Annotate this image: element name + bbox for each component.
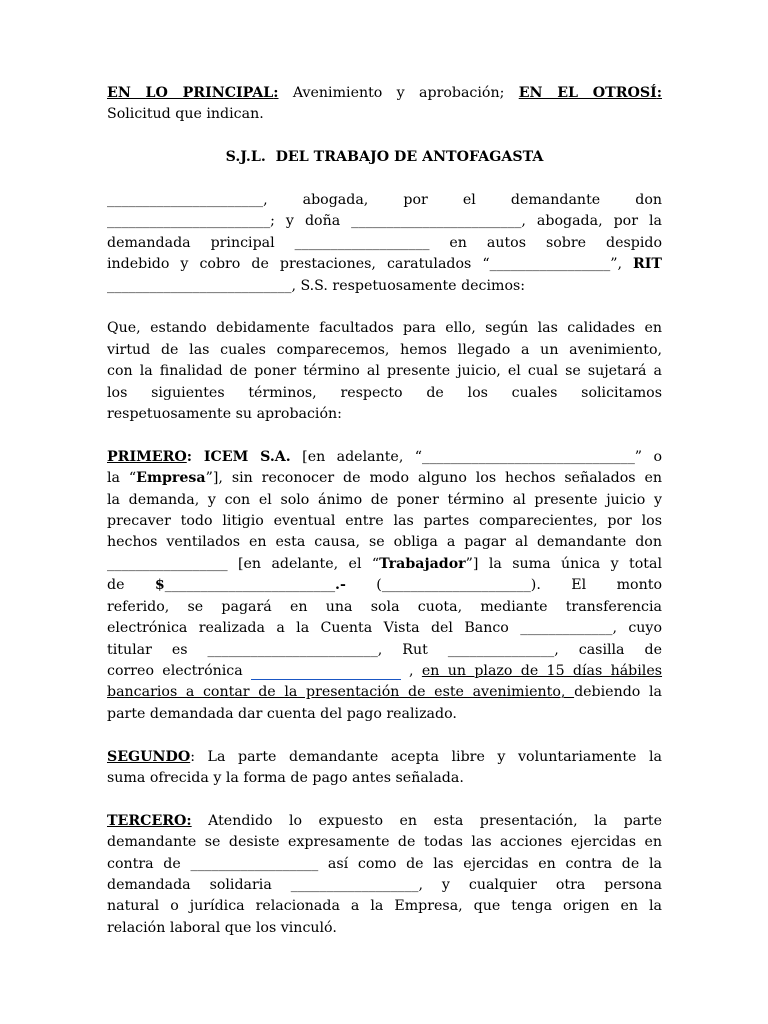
primero-label: PRIMERO: [107, 448, 187, 465]
preamble-line-5: respetuosamente su aprobación:: [107, 406, 342, 423]
tercero-text-2: contra de: [107, 855, 191, 872]
email-blank[interactable]: [251, 663, 401, 680]
primero-text-8: El monto: [540, 577, 662, 594]
header-line-1: EN LO PRINCIPAL: Avenimiento y aprobación; EN EL OTROSÍ:: [107, 85, 662, 101]
tercero-line-3: [107, 854, 662, 875]
primero-text-15: ,: [400, 662, 422, 679]
tercero-label: TERCERO:: [107, 812, 192, 829]
worker-name-blank: _________________: [107, 555, 228, 572]
primero-text-9: electrónica realizada a la Cuenta Vista del Banco: [107, 620, 521, 637]
primero-text-6: ”] la suma única y total: [465, 555, 662, 572]
dollar-sign: $: [154, 577, 165, 594]
intro-text-3: , abogada, por la: [521, 213, 662, 230]
intro-line-1: [107, 190, 662, 211]
preamble-paragraph: [107, 318, 662, 425]
clause-tercero: [107, 811, 662, 939]
primero-line-11: [107, 661, 662, 682]
intro-paragraph: [107, 190, 662, 297]
intro-text-6: indebido y cobro de prestaciones, caratulados “: [107, 256, 490, 273]
primero-line-8: referido, se pagará en una sola cuota, mediante transferencia: [107, 598, 662, 615]
tercero-text-4: demandada solidaria: [107, 876, 291, 893]
primero-line-9: [107, 618, 662, 639]
otrosi-label: EN EL OTROSÍ: [518, 85, 657, 101]
tercero-text-3: así como de las ejercidas en contra de la: [318, 855, 662, 872]
primero-text-16: debiendo la: [574, 684, 662, 701]
tercero-line-1: [107, 811, 662, 832]
primero-line-5: hechos ventilados en esta causa, se obliga a pagar al demandante don: [107, 534, 662, 551]
tercero-text-1: Atendido lo expuesto en esta presentación, la parte: [191, 812, 662, 829]
primero-line-4: precaver todo litigio eventual entre las partes comparecientes, por los: [107, 513, 662, 530]
principal-text: Avenimiento y aprobación;: [278, 85, 519, 101]
primero-line-13: parte demandada dar cuenta del pago realizado.: [107, 705, 457, 722]
plaintiff-name-blank: _______________________: [107, 213, 271, 230]
plazo-underlined-1: en un plazo de 15 días hábiles: [421, 662, 663, 679]
primero-text-7: de: [107, 577, 155, 594]
preamble-line-1: Que, estando debidamente facultados para ello, según las calidades en: [107, 320, 662, 337]
lawyer-plaintiff-blank: ______________________: [107, 192, 264, 208]
primero-text-12: , Rut: [377, 641, 448, 658]
tercero-line-4: [107, 875, 662, 896]
amount-suffix: .-: [335, 577, 346, 594]
primero-text-11: titular es: [107, 641, 208, 658]
primero-text-13: , casilla de: [554, 641, 662, 658]
trabajador-term: Trabajador: [379, 555, 466, 572]
intro-line-5: [107, 276, 662, 297]
principal-label: EN LO PRINCIPAL: [107, 85, 274, 101]
primero-line-12: [107, 682, 662, 703]
rit-label: RIT: [633, 256, 662, 273]
amount-blank: ________________________: [164, 577, 336, 594]
intro-text-8: , S.S. respetuosamente decimos:: [291, 277, 526, 294]
preamble-line-4: los siguientes términos, respecto de los cuales solicitamos: [107, 384, 662, 401]
primero-line-10: [107, 640, 662, 661]
primero-text-4: ”], sin reconocer de modo alguno los hechos señalados en: [205, 470, 663, 487]
primero-text-1: [en adelante, “: [290, 448, 422, 465]
intro-text-2: ; y doña: [270, 213, 352, 230]
tercero-line-6: relación laboral que los vinculó.: [107, 919, 337, 936]
tercero-line-2: demandante se desiste expresamente de todas las acciones ejercidas en: [107, 834, 662, 851]
lawyer-defendant-blank: ________________________: [351, 213, 522, 230]
primero-line-1: PRIMERO: ICEM S.A. [en adelante, “______________________________” o: [107, 448, 662, 465]
segundo-line-1: [107, 747, 662, 768]
intro-text-5: en autos sobre despido: [429, 234, 663, 251]
court-title: S.J.L. DEL TRABAJO DE ANTOFAGASTA: [225, 149, 544, 166]
clause-segundo: [107, 747, 662, 790]
case-title-blank: _________________: [489, 256, 611, 273]
company-name: ICEM S.A.: [203, 448, 291, 465]
segundo-label: SEGUNDO: [107, 748, 191, 765]
primero-line-3: la demanda, y con el solo ánimo de poner término al presente juicio y: [107, 491, 662, 508]
intro-line-2: [107, 211, 662, 232]
intro-line-3: [107, 233, 662, 254]
defendant-blank: __________________: [190, 855, 319, 872]
defendant-name-blank: ___________________: [294, 234, 430, 251]
intro-text-4: demandada principal: [107, 234, 295, 251]
empresa-term: Empresa: [136, 470, 206, 487]
solidary-defendant-blank: __________________: [290, 876, 419, 893]
holder-name-blank: ________________________: [207, 641, 378, 658]
bank-name-blank: _____________: [520, 620, 613, 637]
primero-text-5: [en adelante, el “: [227, 555, 380, 572]
segundo-text-1: : La parte demandante acepta libre y voluntariamente la: [190, 748, 662, 765]
tercero-line-5: natural o jurídica relacionada a la Empresa, que tenga origen en la: [107, 898, 662, 915]
intro-text-1: , abogada, por el demandante don: [263, 192, 662, 208]
preamble-line-2: virtud de las cuales comparecemos, hemos llegado a un avenimiento,: [107, 341, 662, 358]
plazo-underlined-2: bancarios a contar de la presentación de este avenimiento,: [107, 684, 575, 701]
intro-text-7: ”,: [610, 256, 633, 273]
primero-line-6: [107, 554, 662, 575]
primero-line-7: [107, 575, 662, 596]
primero-text-14: correo electrónica: [107, 662, 252, 679]
company-alias-blank: ______________________________: [421, 448, 635, 465]
otrosi-text: Solicitud que indican.: [107, 106, 264, 123]
primero-text-3: la “: [107, 470, 137, 487]
header-summary: [107, 83, 662, 126]
intro-line-4: [107, 254, 662, 275]
tercero-text-5: , y cualquier otra persona: [418, 876, 662, 893]
segundo-line-2: suma ofrecida y la forma de pago antes señalada.: [107, 769, 464, 786]
rit-blank: __________________________: [107, 277, 292, 294]
preamble-line-3: con la finalidad de poner término al presente juicio, el cual se sujetará a: [107, 363, 662, 380]
clause-primero: [107, 447, 662, 725]
amount-words-blank: (_____________________).: [376, 577, 541, 594]
rut-blank: _______________: [447, 641, 555, 658]
primero-line-2: [107, 468, 662, 489]
primero-text-2: ” o: [634, 448, 662, 465]
primero-text-10: , cuyo: [612, 620, 662, 637]
